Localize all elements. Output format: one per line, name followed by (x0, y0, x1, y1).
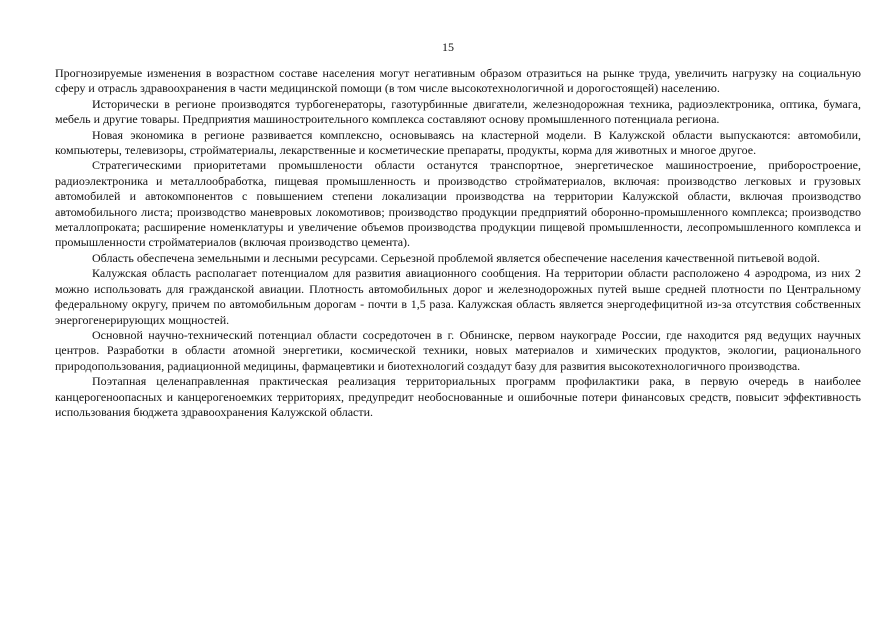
paragraph-5: Область обеспечена земельными и лесными ресурсами. Серьезной проблемой является обеспечение населения качественной питьевой водой. (92, 250, 821, 265)
document-body (55, 66, 861, 420)
paragraph-8: Поэтапная целенаправленная практическая реализация территориальных программ профилактики рака, в первую очередь в наиболее канцерогеноопасных и канцерогеноемких территориях, предупредит необоснованные и ошибочные потери финансовых средств, повысит эффективность использования бюджета здравоохранения Калужской области. (55, 374, 861, 419)
paragraph-7: Основной научно-технический потенциал области сосредоточен в г. Обнинске, первом наукограде России, где находится ряд ведущих научных центров. Разработки в области атомной энергетики, космической техники, новых материалов и химических продуктов, экологии, рационального природопользования, радиационной медицины, фармацевтики и биотехнологий создадут базу для развития высокотехнологичного производства. (55, 327, 861, 373)
page-number: 15 (442, 40, 454, 54)
paragraph-3: Новая экономика в регионе развивается комплексно, основываясь на кластерной модели. В Калужской области выпускаются: автомобили, компьютеры, телевизоры, стройматериалы, лекарственные и косметические препараты, продукты, корма для животных и многое другое. (55, 127, 861, 158)
paragraph-2: Исторически в регионе производятся турбогенераторы, газотурбинные двигатели, железнодорожная техника, радиоэлектроника, оптика, бумага, мебель и другие товары. Предприятия машиностроительного комплекса составляют основу промышленного потенциала региона. (55, 96, 861, 127)
paragraph-1: Прогнозируемые изменения в возрастном составе населения могут негативным образом отразиться на рынке труда, увеличить нагрузку на социальную сферу и отрасль здравоохранения в части медицинской помощи (в том числе высокотехнологичной и дорогостоящей) населению. (55, 66, 861, 96)
paragraph-4: Стратегическими приоритетами промышлености области останутся транспортное, энергетическое машиностроение, приборостроение, радиоэлектроника и металлообработка, пищевая промышленность и производство стройматериалов, включая: производство легковых и грузовых автомобилей и автокомпонентов с повышением степени локализации производства на территории Калужской области, включая производство автомобильного листа; производство маневровых локомотивов; производство продукции предприятий оборонно-промышленного комплекса; производство металлопроката; расширение номенклатуры и увеличение объемов производства продукции пищевой промышленности, лесопромышленного комплекса и промышленности стройматериалов (включая производство цемента). (55, 158, 861, 250)
paragraph-6: Калужская область располагает потенциалом для развития авиационного сообщения. На территории области расположено 4 аэродрома, из них 2 можно использовать для гражданской авиации. Плотность автомобильных дорог и железнодорожных путей выше средней плотности по Центральному федеральному округу, причем по автомобильным дорогам - почти в 1,5 раза. Калужская область является энергодефицитной из-за отсутствия собственных энергогенерирующих мощностей. (55, 266, 861, 327)
